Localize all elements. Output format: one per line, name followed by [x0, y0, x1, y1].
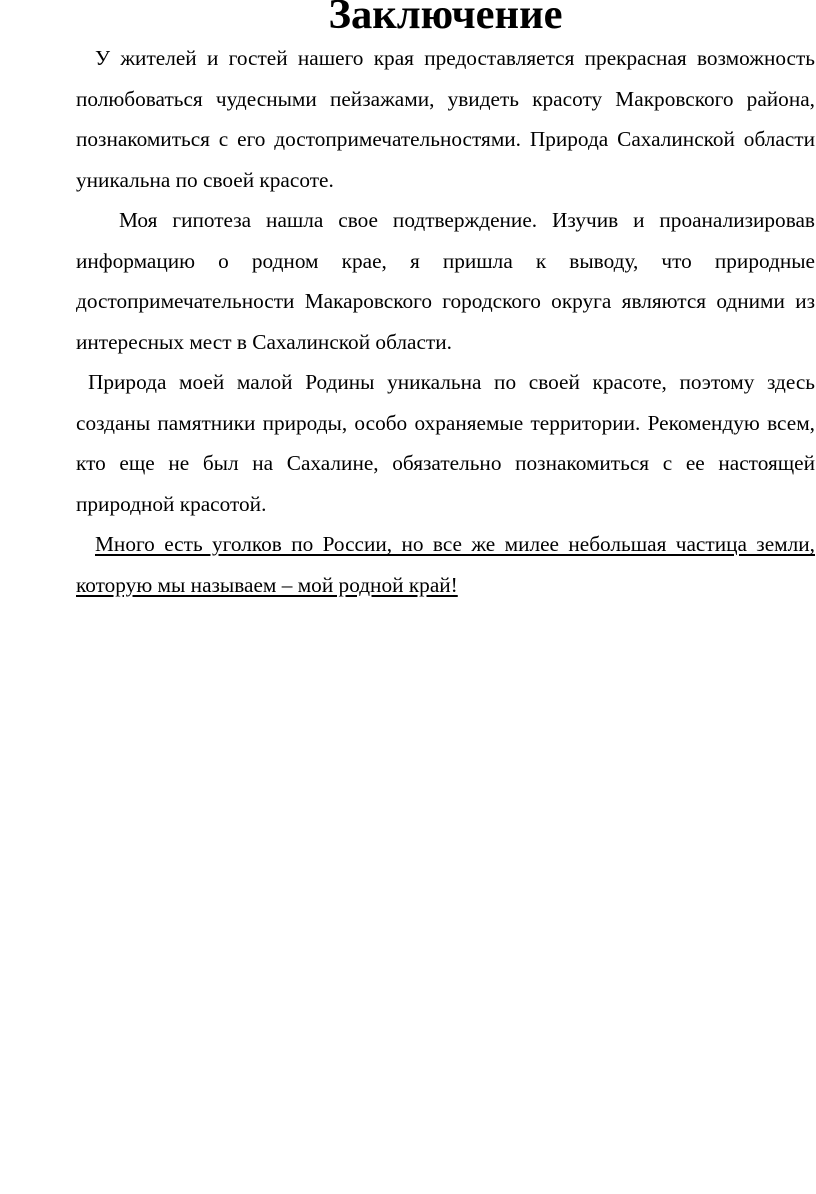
- paragraph-nature: Природа моей малой Родины уникальна по своей красоте, поэтому здесь созданы памятники природы, особо охраняемые территории. Рекомендую всем, кто еще не был на Сахалине, обязательно познакомиться с ее настоящей природной красотой.: [76, 370, 815, 516]
- paragraph-intro: У жителей и гостей нашего края предоставляется прекрасная возможность полюбоваться чудесными пейзажами, увидеть красоту Макровского района, познакомиться с его достопримечательностями. Природа Сахалинской области уникальна по своей красоте.: [76, 46, 815, 192]
- paragraph-hypothesis: Моя гипотеза нашла свое подтверждение. Изучив и проанализировав информацию о родном крае, я пришла к выводу, что природные достопримечательности Макаровского городского округа являются одними из интересных мест в Сахалинской области.: [76, 208, 815, 354]
- page-title: Заключение: [328, 0, 563, 38]
- paragraph-closing: Много есть уголков по России, но все же милее небольшая частица земли, которую мы называем – мой родной край!: [76, 532, 815, 597]
- document-page: [76, 0, 815, 605]
